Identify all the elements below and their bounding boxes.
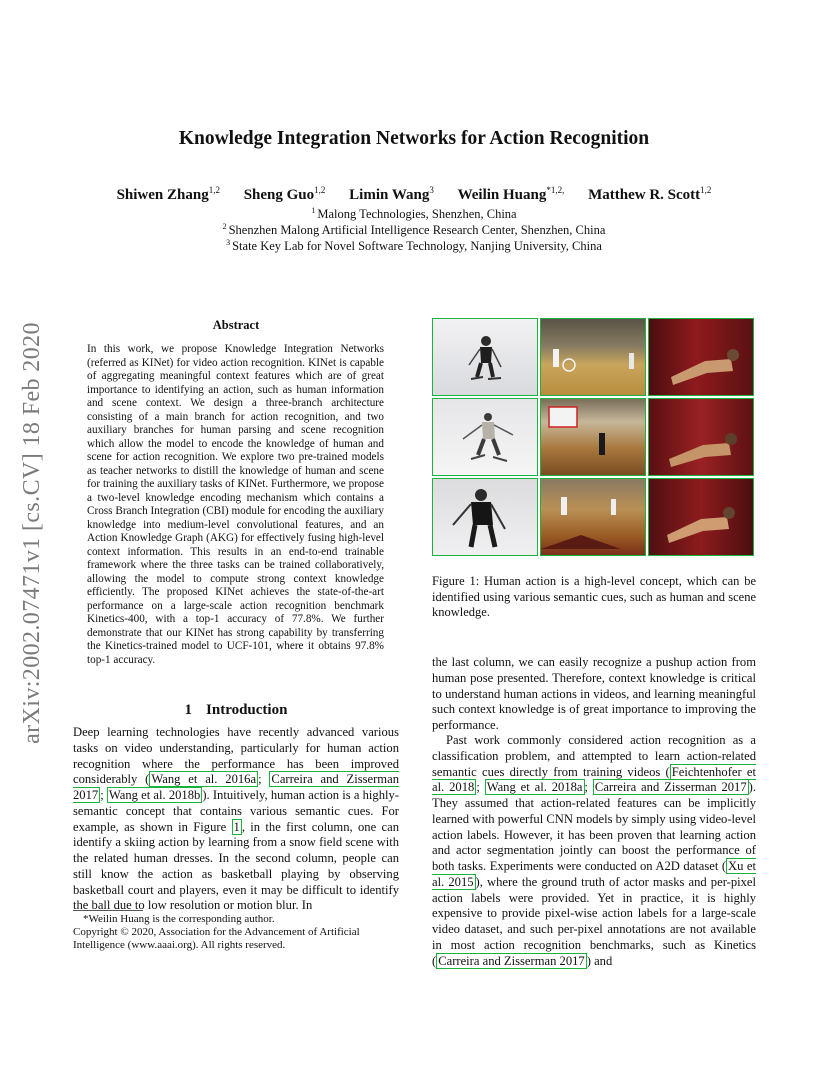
citation-link[interactable]: Carreira and Zisserman 2017 — [73, 772, 399, 802]
author: Weilin Huang$^{*1,2,}$ — [457, 185, 565, 203]
figure-image-basketball — [540, 478, 646, 556]
author: Matthew R. Scott$^{1,2}$ — [588, 185, 712, 203]
affiliation: $^2$ Shenzhen Malong Artificial Intelligence Research Center, Shenzhen, China — [222, 222, 606, 238]
citation-link[interactable]: Wang et al. 2018b — [108, 788, 201, 802]
abstract-heading: Abstract — [212, 318, 260, 332]
figure-image-skiing — [432, 478, 538, 556]
figure-image-basketball — [540, 318, 646, 396]
author: Shiwen Zhang$^{1,2}$ — [116, 185, 220, 203]
citation-link[interactable]: Carreira and Zisserman 2017 — [438, 953, 585, 968]
figure-image-pushup — [648, 478, 754, 556]
citation-link[interactable]: Xu et al. 2015 — [432, 859, 756, 889]
citation-link[interactable]: Wang et al. 2016a — [151, 772, 257, 787]
footnote — [73, 913, 399, 952]
figure-image-basketball — [540, 398, 646, 476]
author-list — [0, 185, 828, 204]
citation-link[interactable]: Carreira and Zisserman 2017 — [594, 780, 747, 795]
affiliation: $^3$ State Key Lab for Novel Software Technology, Nanjing University, China — [226, 238, 602, 254]
figure-1 — [432, 318, 755, 556]
body-paragraph: Past work commonly considered action recognition as a classification problem, and attempted to learn action-related semantic cues directly from training videos ( Feichtenhofer et al. 2018 ; Wang et al. 2018a ; Carreira and Zisserman 2017 ). They assumed that action-related features can be implicitly learned with powerful CNN models by simply using video-level action labels. However, it has been proven that learning action and actor segmentation jointly can boost the performance of both tasks. Experiments were conducted on A2D dataset ( Xu et al. 2015 ), where the ground truth of actor masks and per-pixel action labels were provided. Yet in practice, it is highly expensive to provide pixel-wise action labels for a large-scale video dataset, and such per-pixel annotations are not available in most action recognition benchmarks, such as Kinetics ( Carreira and Zisserman 2017 ) and — [432, 733, 757, 968]
abstract-text: In this work, we propose Knowledge Integration Networks (referred as KINet) for video action recognition. KINet is capable of aggregating meaningful context features which are of great importance to identifying an action, such as human information and scene context. We design a three-branch architecture consisting of a main branch for action recognition, and two auxiliary branches for human parsing and scene recognition which allow the model to encode the knowledge of human and scene for action recognition. We explore two pre-trained models as teacher networks to distill the knowledge of human and scene for training the auxiliary tasks of KINet. Furthermore, we propose a two-level knowledge encoding mechanism which contains a Cross Branch Integration (CBI) module for encoding the auxiliary knowledge into medium-level convolutional features, and an Action Knowledge Graph (AKG) for effectively fusing high-level context information. This results in an end-to-end trainable framework where the three tasks can be trained collaboratively, allowing the model to compute strong context knowledge efficiently. The proposed KINet achieves the state-of-the-art performance on a large-scale action recognition benchmark Kinetics-400, with a top-1 accuracy of 77.8%. We further demonstrate that our KINet has strong capability by transferring the Kinetics-trained model to UCF-101, where it obtains 97.8% top-1 accuracy. — [87, 343, 384, 666]
affiliation: $^1$ Malong Technologies, Shenzhen, China — [311, 206, 517, 222]
body-paragraph: the last column, we can easily recognize a pushup action from human pose presented. Therefore, context knowledge is critical to understand human actions in videos, and learning meaningful such context knowledge is of great importance to improving the performance. — [432, 655, 756, 732]
paper-title: Knowledge Integration Networks for Action Recognition — [178, 128, 650, 149]
figure-image-pushup — [648, 398, 754, 476]
corresponding-author-note: *Weilin Huang is the corresponding author. — [83, 913, 275, 925]
citation-link[interactable]: Wang et al. 2018a — [486, 780, 583, 795]
footnote-rule — [73, 910, 143, 911]
figure-ref-link[interactable]: 1 — [233, 819, 240, 834]
figure-image-skiing — [432, 398, 538, 476]
figure-caption: Figure 1: Human action is a high-level concept, which can be identified using various semantic cues, such as human and scene knowledge. — [432, 574, 756, 619]
figure-image-skiing — [432, 318, 538, 396]
section-heading: 1 Introduction — [184, 702, 288, 718]
author: Sheng Guo$^{1,2}$ — [243, 185, 326, 203]
arxiv-stamp: arXiv:2002.07471v1 [cs.CV] 18 Feb 2020 — [19, 322, 45, 744]
author: Limin Wang$^3$ — [349, 185, 434, 203]
citation-link[interactable]: Feichtenhofer et al. 2018 — [432, 764, 756, 795]
intro-paragraph: Deep learning technologies have recently advanced various tasks on video understanding, particularly for human action recognition where the performance has been improved considerably ( Wang et al. 2016a ; Carreira and Zisserman 2017 ; Wang et al. 2018b ). Intuitively, human action is a highly-semantic concept that contains various semantic cues. For example, as shown in Figure 1 , in the first column, one can identify a skiing action by learning from a snow field scene with the related human dresses. In the second column, people can still know the action as basketball playing by observing basketball court and players, even it may be difficult to identify the ball due to low resolution or motion blur. In — [73, 725, 399, 913]
figure-image-pushup — [648, 318, 754, 396]
copyright-note: Copyright © 2020, Association for the Advancement of Artificial Intelligence (www.aaai.org). All rights reserved. — [73, 926, 360, 951]
